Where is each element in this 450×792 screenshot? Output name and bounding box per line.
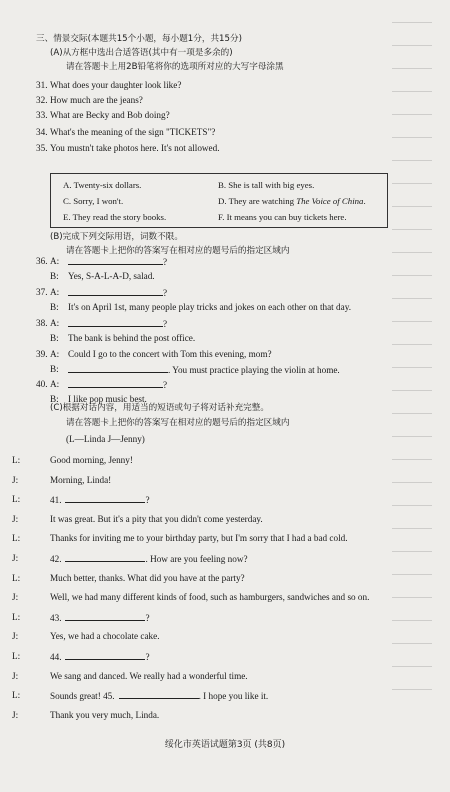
dialog-text: Yes, we had a chocolate cake. xyxy=(50,631,160,642)
a-content xyxy=(68,287,167,299)
dialog-speaker: L: xyxy=(12,533,21,544)
option-item: A. Twenty-six dollars. xyxy=(63,180,142,190)
speaker-b: B: xyxy=(50,302,59,312)
part-c-title: (C)根据对话内容，用适当的短语或句子将对话补充完整。 xyxy=(50,403,269,413)
question-text: What are Becky and Bob doing? xyxy=(50,110,170,120)
answer-blank xyxy=(119,690,199,699)
answer-blank xyxy=(65,612,145,621)
answer-blank xyxy=(65,553,145,562)
part-b-instructions: 请在答题卡上把你的答案写在相对应的题号后的指定区域内 xyxy=(66,246,290,256)
answer-blank xyxy=(68,287,163,296)
show-title: The Voice of China xyxy=(296,196,364,206)
part-a-instructions: 请在答题卡上用2B铅笔将你的选项所对应的大写字母涂黑 xyxy=(66,62,284,72)
dialog-text: We sang and danced. We really had a wonderful time. xyxy=(50,670,248,681)
dialog-after: . How are you feeling now? xyxy=(145,554,248,564)
dialog-speaker: J: xyxy=(12,592,19,603)
answer-blank xyxy=(65,651,145,660)
a-content xyxy=(68,379,167,391)
option-item: E. They read the story books. xyxy=(63,212,167,222)
dialog-after: ? xyxy=(145,652,150,662)
dialog-text: Thanks for inviting me to your birthday party, but I'm sorry that I had a bad cold. xyxy=(50,533,348,544)
dialog-speaker: J: xyxy=(12,670,19,681)
section-title: 三、情景交际(本题共15个小题，每小题1分，共15分) xyxy=(36,34,242,44)
option-item: B. She is tall with big eyes. xyxy=(218,180,315,190)
speaker-a: A: xyxy=(50,287,60,297)
dialog-speaker: L: xyxy=(12,690,21,701)
b-content xyxy=(68,271,155,282)
dialog-content xyxy=(50,612,150,624)
dialog-speaker: J: xyxy=(12,631,19,642)
option-item: C. Sorry, I won't. xyxy=(63,196,124,206)
part-c-instructions: 请在答题卡上把你的答案写在相对应的题号后的指定区域内 xyxy=(66,418,290,428)
answer-blank xyxy=(68,256,163,265)
dialog-content xyxy=(50,651,150,663)
item-number: 40. xyxy=(36,379,48,389)
question-number: 35. xyxy=(36,143,48,153)
question-number: 33. xyxy=(36,110,48,120)
speaker-a: A: xyxy=(50,256,60,266)
dialog-text: 44. xyxy=(50,652,62,662)
b-text: Yes, S-A-L-A-D, salad. xyxy=(68,271,155,281)
dialog-text: It was great. But it's a pity that you didn't come yesterday. xyxy=(50,513,263,524)
dialog-content xyxy=(50,710,159,721)
answer-blank xyxy=(68,379,163,388)
dialog-after: . I hope you like it. xyxy=(198,691,269,702)
a-content xyxy=(68,349,272,360)
dialog-text: Much better, thanks. What did you have at the party? xyxy=(50,572,245,583)
dialog-text: 41. xyxy=(50,495,62,506)
dialog-text: Morning, Linda! xyxy=(50,474,112,485)
dialog-text: Good morning, Jenny! xyxy=(50,455,133,465)
dialog-after: ? xyxy=(145,612,150,623)
a-text: Could I go to the concert with Tom this evening, mom? xyxy=(68,349,272,359)
part-a-title: (A)从方框中选出合适答语(其中有一项是多余的) xyxy=(50,48,233,58)
question-text: What's the meaning of the sign "TICKETS"? xyxy=(50,127,216,137)
a-punct: ? xyxy=(163,319,168,329)
dialog-speaker: L: xyxy=(12,494,21,505)
item-number: 38. xyxy=(36,318,48,328)
question-number: 31. xyxy=(36,80,48,90)
speaker-b: B: xyxy=(50,364,59,374)
dialog-speaker: J: xyxy=(12,474,19,485)
dialog-content xyxy=(50,494,150,506)
b-text: The bank is behind the post office. xyxy=(68,333,196,343)
page-footer: 绥化市英语试题第3页 (共8页) xyxy=(164,740,286,750)
dialog-content xyxy=(50,631,160,642)
a-punct: ? xyxy=(163,257,168,267)
b-text: I like pop music best. xyxy=(68,394,147,404)
question-number: 32. xyxy=(36,95,48,105)
dialog-speaker: L: xyxy=(12,455,21,465)
dialog-content xyxy=(50,690,268,702)
answer-blank xyxy=(65,494,145,503)
a-content xyxy=(68,318,167,330)
option-item: F. It means you can buy tickets here. xyxy=(218,212,347,222)
question-text: How much are the jeans? xyxy=(50,95,143,105)
dialog-after: ? xyxy=(145,495,150,506)
a-punct: ? xyxy=(163,288,168,298)
options-box xyxy=(50,173,388,228)
answer-blank xyxy=(68,364,168,373)
dialog-text: 43. xyxy=(50,612,62,623)
a-punct: ? xyxy=(163,380,168,390)
dialog-content xyxy=(50,573,245,584)
dialog-text: Well, we had many different kinds of food, such as hamburgers, sandwiches and so on. xyxy=(50,592,370,603)
speaker-b: B: xyxy=(50,271,59,281)
speaker-b: B: xyxy=(50,333,59,343)
speaker-a: A: xyxy=(50,379,60,389)
b-text: It's on April 1st, many people play tricks and jokes on each other on that day. xyxy=(68,302,351,312)
answer-blank xyxy=(68,318,163,327)
dialog-speaker: L: xyxy=(12,572,21,583)
question-text: What does your daughter look like? xyxy=(50,80,182,90)
dialog-text: Sounds great! 45. xyxy=(50,691,115,702)
dialog-speaker: J: xyxy=(12,513,19,524)
dialog-content xyxy=(50,455,133,466)
dialog-text: Thank you very much, Linda. xyxy=(50,709,160,720)
item-number: 39. xyxy=(36,349,48,359)
dialog-speaker: L: xyxy=(12,611,21,622)
bleed-through xyxy=(392,0,450,792)
speaker-a: A: xyxy=(50,318,60,328)
dialog-speaker: J: xyxy=(12,709,19,720)
b-content xyxy=(68,333,195,344)
b-content xyxy=(68,364,340,376)
part-b-title: (B)完成下列交际用语，词数不限。 xyxy=(50,232,183,242)
dialog-content xyxy=(50,592,369,603)
b-content xyxy=(68,302,351,313)
dialog-content xyxy=(50,514,263,525)
dialog-content xyxy=(50,475,111,486)
a-content xyxy=(68,256,167,268)
dialog-text: 42. xyxy=(50,554,62,564)
speaker-a: A: xyxy=(50,349,60,359)
dialog-speaker: L: xyxy=(12,651,21,661)
dialog-speaker: J: xyxy=(12,553,19,563)
question-text: You mustn't take photos here. It's not allowed. xyxy=(50,143,220,153)
dialog-content xyxy=(50,553,248,565)
dialog-content xyxy=(50,671,248,682)
option-item: D. They are watching The Voice of China. xyxy=(218,196,366,206)
b-after: . You must practice playing the violin at home. xyxy=(168,365,340,375)
speaker-b: B: xyxy=(50,394,59,404)
part-c-legend: (L—Linda J—Jenny) xyxy=(66,434,145,444)
item-number: 37. xyxy=(36,287,48,297)
item-number: 36. xyxy=(36,256,48,266)
question-number: 34. xyxy=(36,127,48,137)
dialog-content xyxy=(50,533,348,544)
